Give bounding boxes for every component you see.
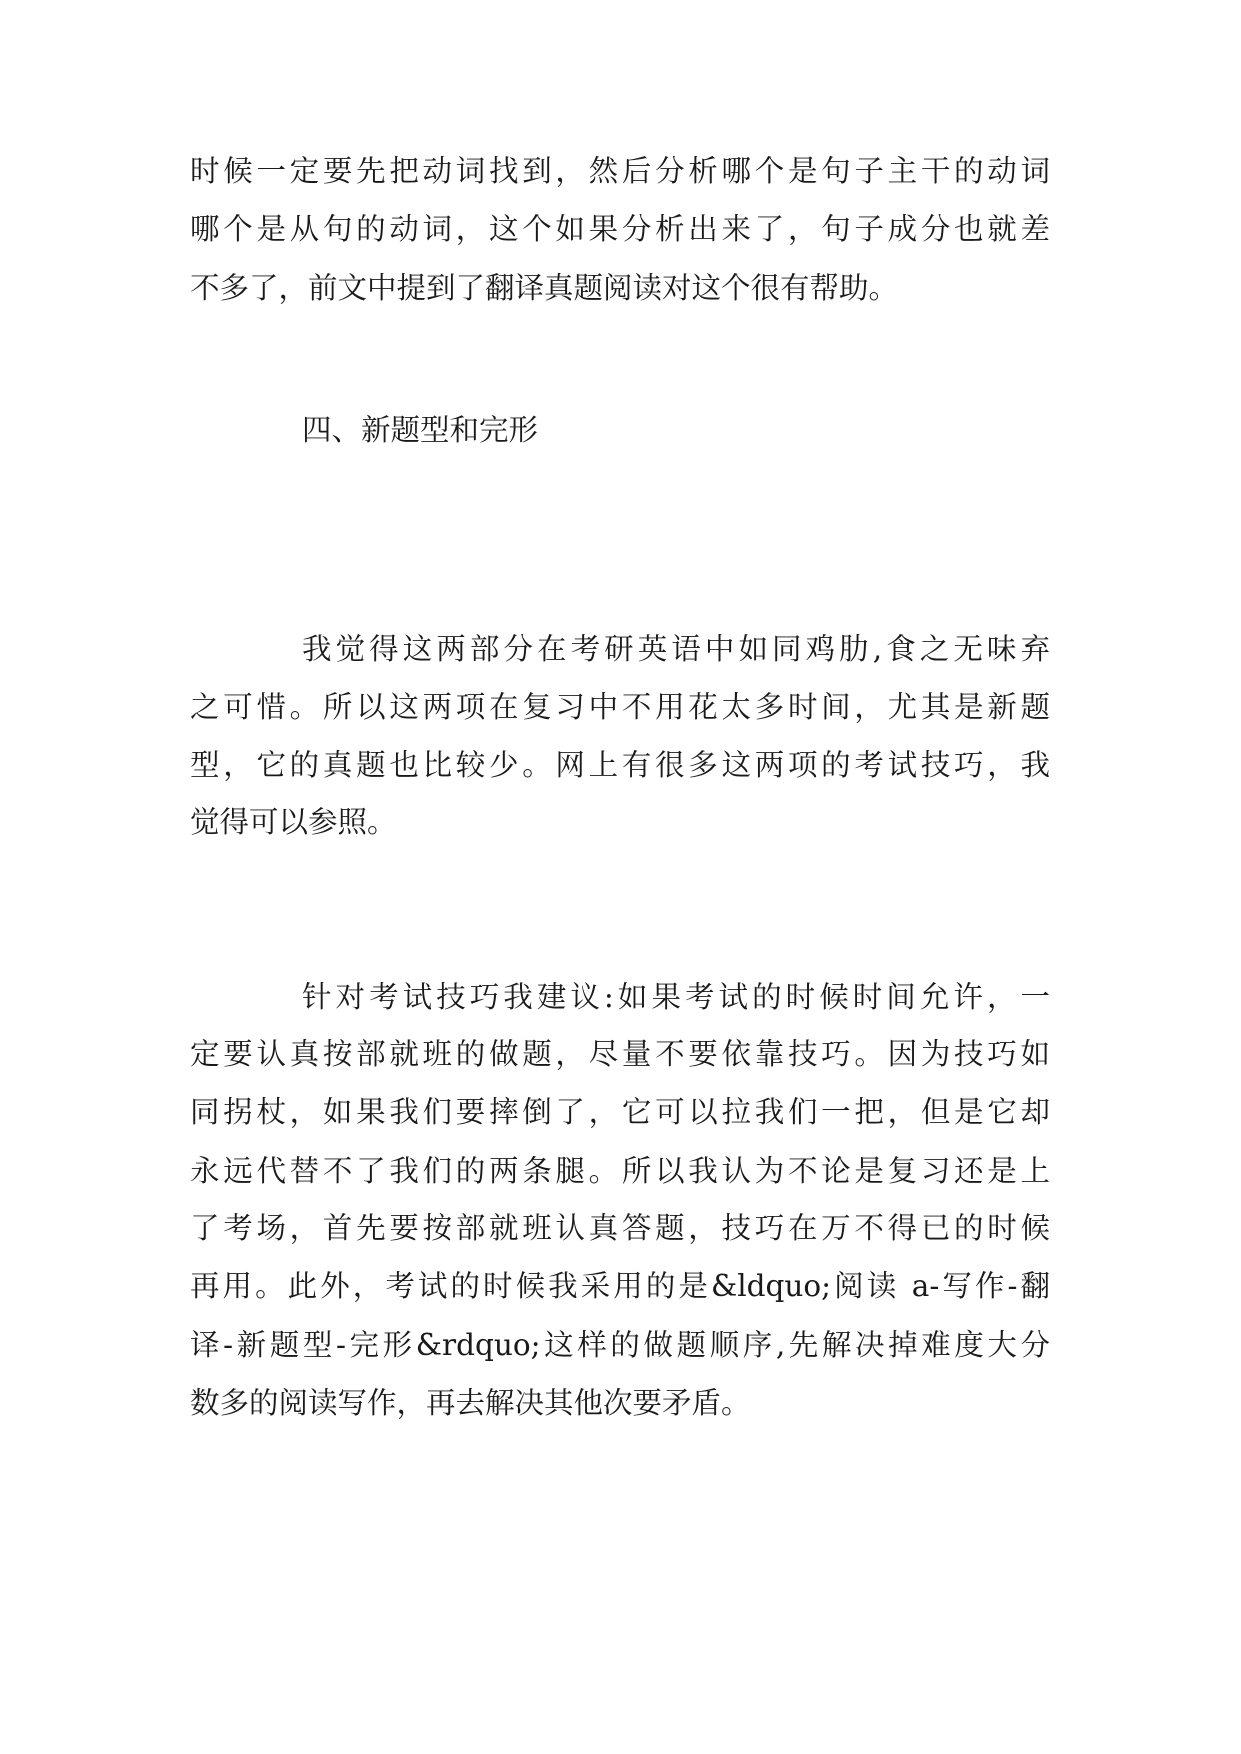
text-line: 之可惜。所以这两项在复习中不用花太多时间，尤其是新题	[190, 690, 1050, 724]
text-line: 再用。此外，考试的时候我采用的是&ldquo;阅读 a-写作-翻	[190, 1269, 1050, 1303]
text-line: 针对考试技巧我建议:如果考试的时候时间允许，一	[302, 980, 1050, 1014]
text-line: 我觉得这两部分在考研英语中如同鸡肋,食之无味弃	[302, 632, 1050, 666]
text-line: 永远代替不了我们的两条腿。所以我认为不论是复习还是上	[190, 1154, 1050, 1188]
text-line: 定要认真按部就班的做题，尽量不要依靠技巧。因为技巧如	[190, 1037, 1050, 1071]
text-line: 型，它的真题也比较少。网上有很多这两项的考试技巧，我	[190, 748, 1050, 782]
text-line: 时候一定要先把动词找到，然后分析哪个是句子主干的动词	[190, 154, 1050, 188]
text-line: 同拐杖，如果我们要摔倒了，它可以拉我们一把，但是它却	[190, 1095, 1050, 1129]
text-line: 数多的阅读写作，再去解决其他次要矛盾。	[190, 1386, 751, 1420]
text-line: 了考场，首先要按部就班认真答题，技巧在万不得已的时候	[190, 1211, 1050, 1245]
section-heading: 四、新题型和完形	[302, 413, 539, 447]
text-line: 译-新题型-完形&rdquo;这样的做题顺序,先解决掉难度大分	[190, 1328, 1050, 1362]
text-line: 不多了，前文中提到了翻译真题阅读对这个很有帮助。	[190, 271, 899, 305]
text-line: 哪个是从句的动词，这个如果分析出来了，句子成分也就差	[190, 212, 1050, 246]
text-line: 觉得可以参照。	[190, 805, 397, 839]
